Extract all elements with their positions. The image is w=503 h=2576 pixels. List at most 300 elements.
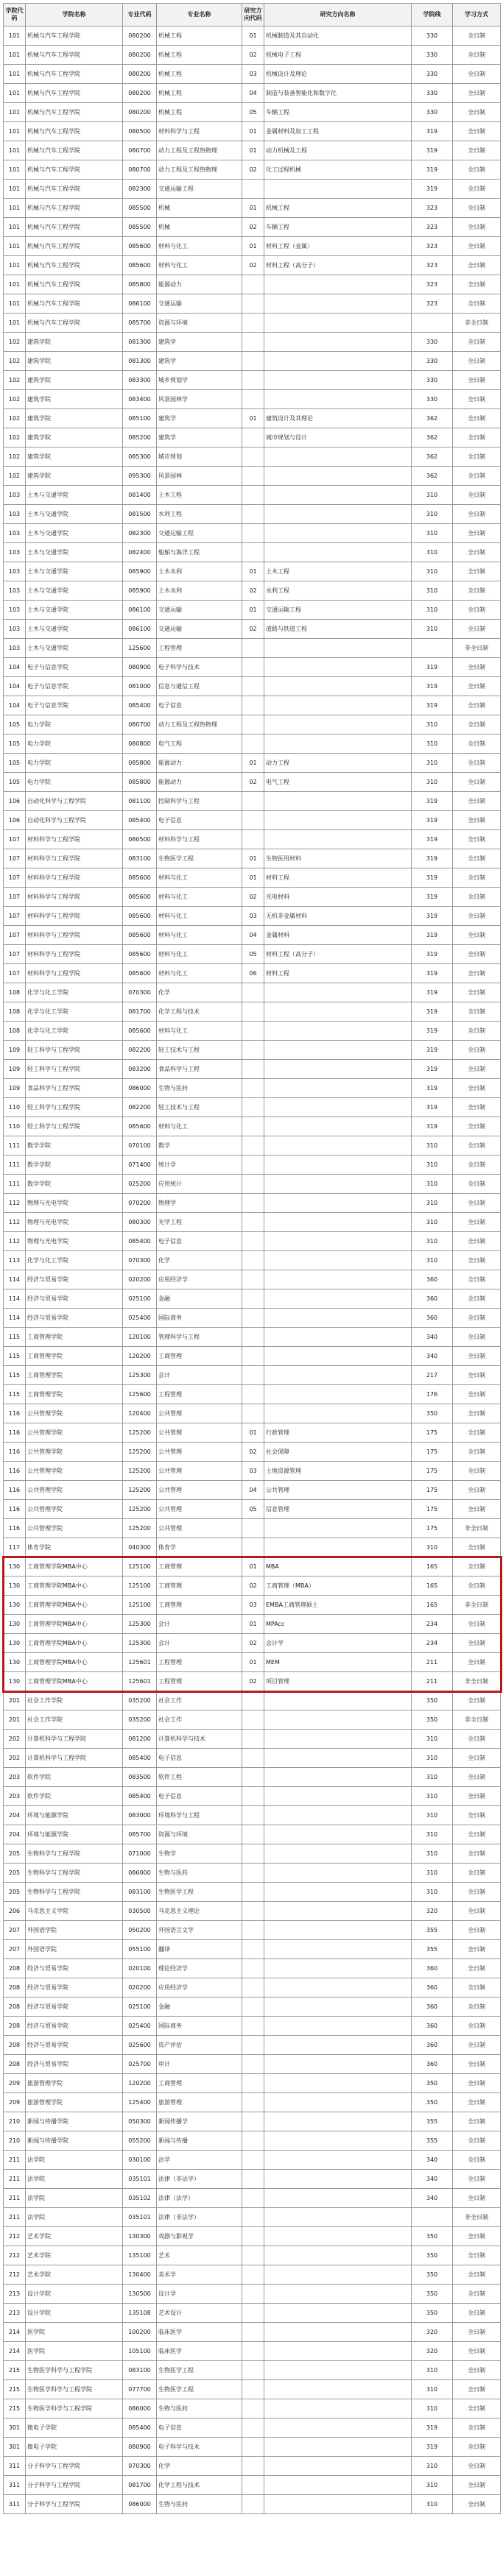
- cell-college-code: 102: [4, 371, 26, 390]
- cell-direction-name: [264, 658, 412, 677]
- cell-college-code: 109: [4, 1060, 26, 1079]
- cell-direction-code: 03: [242, 1462, 264, 1481]
- cell-major-code: 085400: [123, 696, 157, 715]
- cell-college-line: 175: [412, 1443, 453, 1462]
- cell-major-code: 081000: [123, 677, 157, 696]
- cell-major-name: 机械工程: [157, 65, 242, 84]
- cell-major-code: 085600: [123, 907, 157, 926]
- cell-college-code: 101: [4, 256, 26, 275]
- cell-study-mode: 全日制: [453, 601, 501, 620]
- cell-college-code: 209: [4, 2093, 26, 2112]
- table-row: [4, 2361, 501, 2380]
- table-row: [4, 1232, 501, 1251]
- cell-major-name: 会计: [157, 1366, 242, 1385]
- cell-college-line: 323: [412, 199, 453, 218]
- cell-direction-name: [264, 2246, 412, 2265]
- cell-study-mode: 全日制: [453, 160, 501, 180]
- cell-college-name: 分子科学与工程学院: [26, 2476, 123, 2495]
- cell-major-code: 085600: [123, 1117, 157, 1136]
- cell-college-line: 360: [412, 2036, 453, 2055]
- cell-major-name: 动力工程及工程热物理: [157, 141, 242, 160]
- cell-study-mode: 全日制: [453, 1136, 501, 1156]
- cell-direction-code: [242, 2151, 264, 2170]
- cell-college-name: 建筑学院: [26, 352, 123, 371]
- table-row: [4, 428, 501, 447]
- cell-study-mode: 全日制: [453, 180, 501, 199]
- cell-college-line: 340: [412, 1328, 453, 1347]
- cell-direction-name: [264, 2476, 412, 2495]
- header-major-name: 专业名称: [157, 4, 242, 26]
- cell-direction-code: [242, 2227, 264, 2246]
- cell-college-line: 310: [412, 486, 453, 505]
- cell-study-mode: 全日制: [453, 2399, 501, 2418]
- cell-study-mode: 全日制: [453, 2342, 501, 2361]
- cell-major-name: 食品科学与工程: [157, 1060, 242, 1079]
- cell-college-name: 机械与汽车工程学院: [26, 218, 123, 237]
- cell-major-code: 030100: [123, 2151, 157, 2170]
- cell-major-code: 085600: [123, 1022, 157, 1041]
- cell-study-mode: 全日制: [453, 1309, 501, 1328]
- cell-college-name: 工商管理学院MBA中心: [26, 1557, 123, 1577]
- cell-college-code: 208: [4, 1959, 26, 1978]
- cell-major-name: 动力工程及工程热物理: [157, 160, 242, 180]
- cell-college-code: 130: [4, 1577, 26, 1596]
- cell-direction-code: [242, 1098, 264, 1117]
- cell-study-mode: 全日制: [453, 524, 501, 543]
- cell-major-name: 资源与环境: [157, 314, 242, 333]
- cell-college-line: 319: [412, 1002, 453, 1022]
- cell-direction-code: [242, 524, 264, 543]
- cell-college-line: 360: [412, 1270, 453, 1289]
- cell-college-code: 107: [4, 888, 26, 907]
- cell-college-code: 130: [4, 1672, 26, 1691]
- cell-college-line: 310: [412, 1232, 453, 1251]
- cell-college-line: 360: [412, 1978, 453, 1998]
- table-row: [4, 2208, 501, 2227]
- cell-direction-code: [242, 639, 264, 658]
- cell-college-name: 材料科学与工程学院: [26, 964, 123, 983]
- cell-direction-code: [242, 428, 264, 447]
- cell-direction-name: [264, 811, 412, 830]
- cell-major-name: 临床医学: [157, 2342, 242, 2361]
- cell-college-code: 115: [4, 1328, 26, 1347]
- table-row: [4, 1309, 501, 1328]
- cell-college-code: 101: [4, 314, 26, 333]
- cell-study-mode: 全日制: [453, 1921, 501, 1940]
- table-row: [4, 715, 501, 735]
- cell-direction-code: 02: [242, 888, 264, 907]
- cell-direction-name: 机械工程: [264, 199, 412, 218]
- cell-study-mode: 全日制: [453, 888, 501, 907]
- cell-direction-code: [242, 505, 264, 524]
- cell-direction-code: [242, 1538, 264, 1557]
- cell-college-name: 土木与交通学院: [26, 562, 123, 581]
- cell-major-code: 055100: [123, 1940, 157, 1959]
- cell-college-code: 213: [4, 2304, 26, 2323]
- table-row: [4, 314, 501, 333]
- cell-college-name: 经济与贸易学院: [26, 1998, 123, 2017]
- cell-direction-name: [264, 1194, 412, 1213]
- cell-college-line: 360: [412, 2017, 453, 2036]
- cell-direction-code: 01: [242, 199, 264, 218]
- cell-study-mode: 全日制: [453, 1691, 501, 1710]
- cell-direction-name: 车辆工程: [264, 218, 412, 237]
- cell-college-line: 350: [412, 2246, 453, 2265]
- cell-major-code: 080900: [123, 658, 157, 677]
- cell-college-code: 214: [4, 2342, 26, 2361]
- cell-direction-code: [242, 1289, 264, 1309]
- cell-college-code: 113: [4, 1251, 26, 1270]
- cell-college-line: 330: [412, 65, 453, 84]
- cell-major-name: 化学: [157, 2457, 242, 2476]
- cell-college-name: 微电子学院: [26, 2418, 123, 2438]
- cell-college-code: 109: [4, 1041, 26, 1060]
- cell-study-mode: 全日制: [453, 2361, 501, 2380]
- cell-direction-name: 材料工程（高分子）: [264, 945, 412, 964]
- cell-college-name: 电力学院: [26, 735, 123, 754]
- cell-college-name: 食品科学与工程学院: [26, 1079, 123, 1098]
- table-row: [4, 1519, 501, 1538]
- cell-college-name: 土木与交通学院: [26, 486, 123, 505]
- cell-college-code: 104: [4, 658, 26, 677]
- header-major-code: 专业代码: [123, 4, 157, 26]
- cell-study-mode: 全日制: [453, 1385, 501, 1404]
- cell-study-mode: 非全日制: [453, 1519, 501, 1538]
- cell-direction-name: [264, 2151, 412, 2170]
- cell-major-code: 080200: [123, 84, 157, 103]
- cell-direction-name: [264, 2189, 412, 2208]
- cell-college-line: 217: [412, 1366, 453, 1385]
- cell-major-code: 085600: [123, 964, 157, 983]
- cell-major-name: 轻工技术与工程: [157, 1041, 242, 1060]
- table-row: [4, 1270, 501, 1289]
- cell-major-code: 070100: [123, 1136, 157, 1156]
- cell-direction-code: [242, 1347, 264, 1366]
- cell-college-line: 310: [412, 2476, 453, 2495]
- cell-college-name: 新闻与传播学院: [26, 2131, 123, 2151]
- table-row: [4, 1787, 501, 1806]
- cell-direction-name: 化工过程机械: [264, 160, 412, 180]
- table-row: [4, 1213, 501, 1232]
- cell-direction-code: 05: [242, 1500, 264, 1519]
- cell-major-code: 030500: [123, 1902, 157, 1921]
- cell-direction-code: 06: [242, 964, 264, 983]
- cell-direction-code: [242, 735, 264, 754]
- cell-college-name: 新闻与传播学院: [26, 2112, 123, 2131]
- table-row: [4, 1653, 501, 1672]
- cell-college-line: [412, 639, 453, 658]
- table-row: [4, 1251, 501, 1270]
- cell-major-name: 资源与环境: [157, 1825, 242, 1844]
- cell-major-name: 社会工作: [157, 1691, 242, 1710]
- cell-major-code: 020200: [123, 1270, 157, 1289]
- cell-direction-name: [264, 2399, 412, 2418]
- cell-college-name: 材料科学与工程学院: [26, 888, 123, 907]
- cell-major-name: 化学: [157, 1251, 242, 1270]
- cell-major-name: 电子科学与技术: [157, 658, 242, 677]
- cell-major-name: 马克思主义理论: [157, 1902, 242, 1921]
- cell-major-code: 082300: [123, 180, 157, 199]
- cell-direction-code: [242, 1079, 264, 1098]
- cell-major-code: 025100: [123, 1998, 157, 2017]
- cell-study-mode: 全日制: [453, 735, 501, 754]
- cell-college-line: 319: [412, 122, 453, 141]
- cell-college-line: 310: [412, 1251, 453, 1270]
- cell-college-line: 330: [412, 333, 453, 352]
- cell-major-name: 能源动力: [157, 275, 242, 294]
- cell-college-code: 101: [4, 84, 26, 103]
- cell-major-name: 水利工程: [157, 505, 242, 524]
- cell-study-mode: 全日制: [453, 467, 501, 486]
- cell-direction-code: [242, 677, 264, 696]
- cell-college-code: 204: [4, 1825, 26, 1844]
- cell-major-name: 化学工程与技术: [157, 2476, 242, 2495]
- cell-college-code: 101: [4, 160, 26, 180]
- cell-college-line: 319: [412, 1117, 453, 1136]
- cell-major-name: 临床医学: [157, 2323, 242, 2342]
- cell-college-code: 212: [4, 2246, 26, 2265]
- cell-direction-name: [264, 2131, 412, 2151]
- cell-college-name: 材料科学与工程学院: [26, 926, 123, 945]
- cell-direction-code: [242, 352, 264, 371]
- cell-college-line: 319: [412, 160, 453, 180]
- cell-direction-code: 01: [242, 1653, 264, 1672]
- cell-study-mode: 全日制: [453, 1404, 501, 1423]
- cell-college-code: 101: [4, 237, 26, 256]
- cell-college-name: 微电子学院: [26, 2438, 123, 2457]
- cell-direction-name: [264, 1002, 412, 1022]
- cell-major-code: 020200: [123, 1978, 157, 1998]
- table-row: [4, 2036, 501, 2055]
- cell-direction-name: [264, 371, 412, 390]
- table-row: [4, 371, 501, 390]
- cell-college-code: 116: [4, 1443, 26, 1462]
- cell-college-name: 建筑学院: [26, 467, 123, 486]
- cell-college-name: 工商管理学院MBA中心: [26, 1672, 123, 1691]
- cell-major-code: 083000: [123, 1806, 157, 1825]
- cell-major-name: 交通运输: [157, 601, 242, 620]
- cell-major-name: 新闻与传播: [157, 2131, 242, 2151]
- cell-college-code: 103: [4, 543, 26, 562]
- table-row: [4, 1615, 501, 1634]
- cell-major-code: 082300: [123, 524, 157, 543]
- cell-major-name: 土木水利: [157, 562, 242, 581]
- cell-major-name: 资产评估: [157, 2036, 242, 2055]
- cell-direction-name: [264, 543, 412, 562]
- table-row: [4, 103, 501, 122]
- header-college-name: 学院名称: [26, 4, 123, 26]
- cell-direction-code: 02: [242, 581, 264, 601]
- cell-direction-code: 03: [242, 1596, 264, 1615]
- cell-major-name: 城乡规划学: [157, 371, 242, 390]
- cell-college-line: 360: [412, 1289, 453, 1309]
- cell-study-mode: 全日制: [453, 562, 501, 581]
- cell-college-code: 205: [4, 1844, 26, 1864]
- cell-major-code: 086000: [123, 1864, 157, 1883]
- table-row: [4, 2438, 501, 2457]
- cell-college-line: 234: [412, 1634, 453, 1653]
- cell-college-code: 311: [4, 2476, 26, 2495]
- cell-direction-name: [264, 1022, 412, 1041]
- cell-college-code: 116: [4, 1462, 26, 1481]
- cell-direction-code: 03: [242, 65, 264, 84]
- cell-major-name: 材料科学与工程: [157, 830, 242, 849]
- cell-direction-name: 机械电子工程: [264, 46, 412, 65]
- cell-study-mode: 全日制: [453, 505, 501, 524]
- cell-study-mode: 全日制: [453, 1213, 501, 1232]
- cell-direction-code: [242, 1959, 264, 1978]
- cell-major-name: 工商管理: [157, 2074, 242, 2093]
- header-direction-code: 研究方向代码: [242, 4, 264, 26]
- cell-direction-code: 01: [242, 1615, 264, 1634]
- cell-college-line: 355: [412, 2112, 453, 2131]
- cell-study-mode: 全日制: [453, 754, 501, 773]
- cell-college-line: 319: [412, 868, 453, 888]
- cell-study-mode: 全日制: [453, 65, 501, 84]
- cell-direction-code: 02: [242, 1443, 264, 1462]
- cell-college-name: 轻工科学与工程学院: [26, 1098, 123, 1117]
- cell-major-name: 能源动力: [157, 773, 242, 792]
- cell-study-mode: 全日制: [453, 1251, 501, 1270]
- cell-major-name: 工商管理: [157, 1577, 242, 1596]
- cell-direction-name: [264, 2265, 412, 2285]
- cell-direction-name: [264, 352, 412, 371]
- cell-direction-code: [242, 2074, 264, 2093]
- cell-major-code: 071400: [123, 1156, 157, 1175]
- table-row: [4, 1366, 501, 1385]
- cell-major-code: 080200: [123, 103, 157, 122]
- admission-table: [3, 3, 501, 2514]
- cell-major-code: 130300: [123, 2227, 157, 2246]
- cell-college-line: 330: [412, 103, 453, 122]
- cell-direction-name: 光电材料: [264, 888, 412, 907]
- cell-direction-code: [242, 2208, 264, 2227]
- cell-college-name: 生物科学与工程学院: [26, 1883, 123, 1902]
- cell-major-code: 085600: [123, 945, 157, 964]
- table-row: [4, 830, 501, 849]
- cell-major-name: 机械工程: [157, 84, 242, 103]
- cell-study-mode: 非全日制: [453, 1710, 501, 1730]
- cell-study-mode: 全日制: [453, 1443, 501, 1462]
- cell-direction-name: [264, 1175, 412, 1194]
- cell-college-name: 公共管理学院: [26, 1443, 123, 1462]
- cell-college-code: 206: [4, 1902, 26, 1921]
- cell-direction-code: [242, 180, 264, 199]
- cell-major-name: 材料与化工: [157, 907, 242, 926]
- cell-direction-name: [264, 1079, 412, 1098]
- cell-major-name: 交通运输工程: [157, 180, 242, 199]
- table-row: [4, 1481, 501, 1500]
- cell-direction-name: [264, 1519, 412, 1538]
- cell-college-name: 机械与汽车工程学院: [26, 141, 123, 160]
- cell-direction-name: [264, 467, 412, 486]
- cell-college-name: 工商管理学院: [26, 1328, 123, 1347]
- cell-major-code: 080200: [123, 26, 157, 46]
- cell-direction-code: [242, 1175, 264, 1194]
- cell-direction-code: [242, 715, 264, 735]
- cell-major-name: 应用经济学: [157, 1270, 242, 1289]
- cell-college-code: 101: [4, 141, 26, 160]
- table-row: [4, 2170, 501, 2189]
- cell-direction-name: [264, 2208, 412, 2227]
- cell-direction-code: [242, 2457, 264, 2476]
- cell-direction-name: [264, 1959, 412, 1978]
- cell-direction-name: [264, 2361, 412, 2380]
- cell-major-code: 080900: [123, 2438, 157, 2457]
- cell-study-mode: 全日制: [453, 1270, 501, 1289]
- cell-study-mode: 全日制: [453, 1175, 501, 1194]
- cell-major-code: 081400: [123, 486, 157, 505]
- cell-direction-name: 制造与装备智能化和数字化: [264, 84, 412, 103]
- table-row: [4, 1328, 501, 1347]
- cell-college-line: 310: [412, 2361, 453, 2380]
- cell-college-line: 319: [412, 2438, 453, 2457]
- cell-major-code: 080200: [123, 46, 157, 65]
- cell-college-line: 310: [412, 1825, 453, 1844]
- cell-college-code: 108: [4, 983, 26, 1002]
- cell-college-name: 机械与汽车工程学院: [26, 46, 123, 65]
- cell-college-name: 艺术学院: [26, 2227, 123, 2246]
- cell-direction-code: [242, 1385, 264, 1404]
- table-row: [4, 1060, 501, 1079]
- cell-major-code: 085700: [123, 1825, 157, 1844]
- cell-study-mode: 全日制: [453, 294, 501, 314]
- cell-direction-code: 04: [242, 926, 264, 945]
- cell-college-line: 175: [412, 1519, 453, 1538]
- cell-college-line: 310: [412, 715, 453, 735]
- cell-college-code: 203: [4, 1787, 26, 1806]
- cell-direction-code: [242, 2285, 264, 2304]
- cell-study-mode: 全日制: [453, 486, 501, 505]
- cell-study-mode: 全日制: [453, 1060, 501, 1079]
- cell-college-line: 175: [412, 1423, 453, 1443]
- cell-college-code: 112: [4, 1232, 26, 1251]
- cell-direction-code: 05: [242, 945, 264, 964]
- table-row: [4, 811, 501, 830]
- table-row: [4, 696, 501, 715]
- cell-major-name: 公共管理: [157, 1519, 242, 1538]
- cell-college-name: 机械与汽车工程学院: [26, 84, 123, 103]
- cell-direction-code: 02: [242, 1672, 264, 1691]
- cell-college-name: 软件学院: [26, 1787, 123, 1806]
- cell-study-mode: 全日制: [453, 1232, 501, 1251]
- cell-major-code: 025100: [123, 1289, 157, 1309]
- cell-major-name: 物理学: [157, 1194, 242, 1213]
- cell-college-line: 355: [412, 2131, 453, 2151]
- cell-major-name: 工程管理: [157, 1653, 242, 1672]
- cell-major-code: 035101: [123, 2170, 157, 2189]
- cell-direction-name: [264, 1768, 412, 1787]
- cell-college-name: 机械与汽车工程学院: [26, 314, 123, 333]
- cell-college-line: [412, 314, 453, 333]
- cell-college-line: 360: [412, 1959, 453, 1978]
- cell-direction-code: [242, 2131, 264, 2151]
- cell-college-code: 101: [4, 46, 26, 65]
- cell-major-code: 081700: [123, 2476, 157, 2495]
- cell-college-line: 310: [412, 1730, 453, 1749]
- cell-direction-name: [264, 1060, 412, 1079]
- cell-direction-name: [264, 1328, 412, 1347]
- cell-major-code: 120200: [123, 2074, 157, 2093]
- cell-college-name: 机械与汽车工程学院: [26, 180, 123, 199]
- cell-direction-name: [264, 1998, 412, 2017]
- cell-major-name: 理论经济学: [157, 1959, 242, 1978]
- cell-major-name: 材料与化工: [157, 888, 242, 907]
- cell-college-code: 211: [4, 2170, 26, 2189]
- cell-major-name: 生物与医药: [157, 2399, 242, 2418]
- cell-direction-code: [242, 2380, 264, 2399]
- cell-major-code: 125200: [123, 1443, 157, 1462]
